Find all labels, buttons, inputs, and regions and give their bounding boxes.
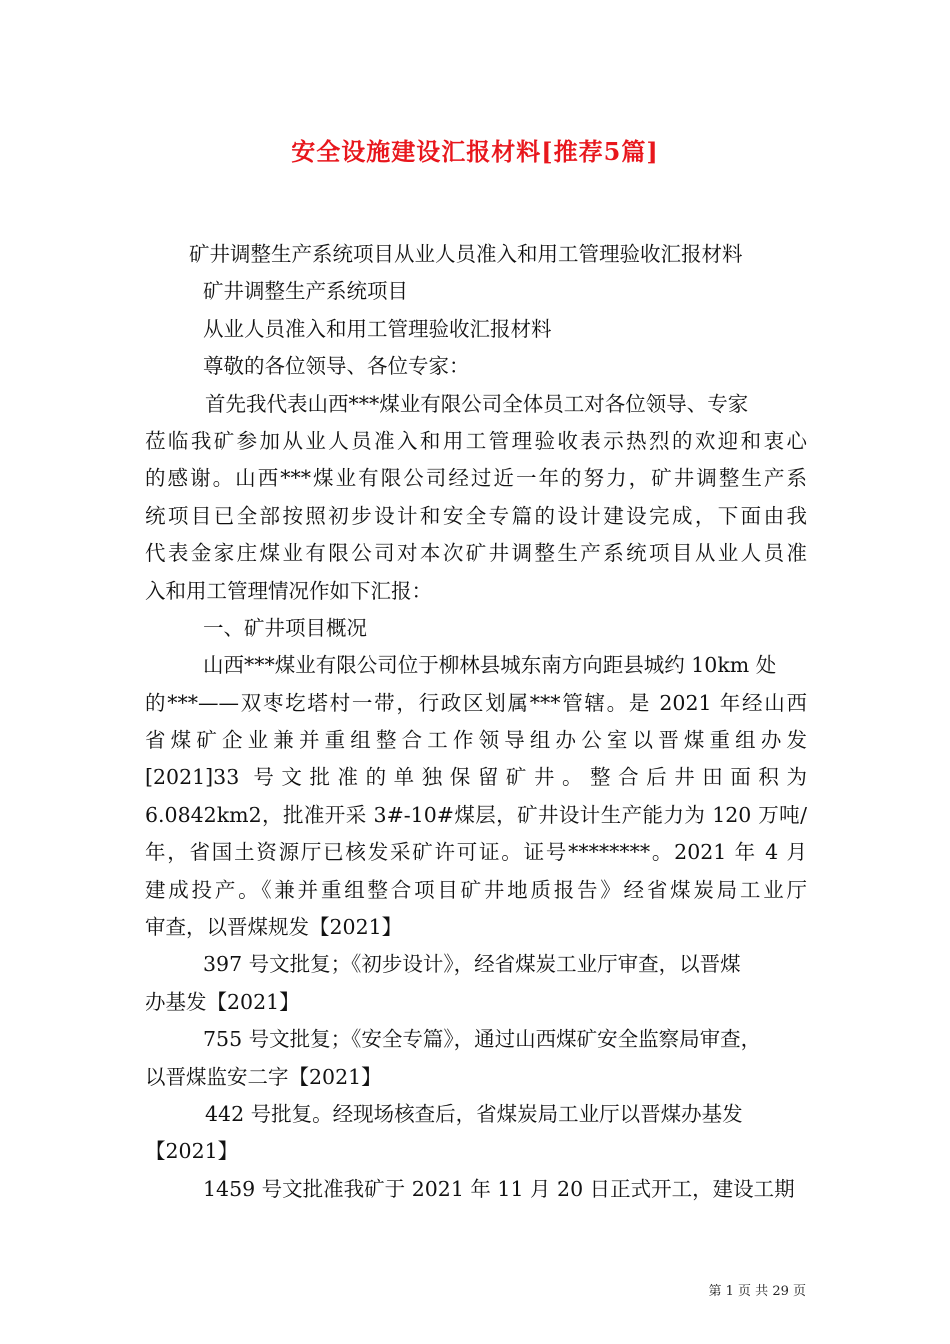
text-line: 莅临我矿参加从业人员准入和用工管理验收表示热烈的欢迎和衷心	[145, 428, 807, 453]
text-line: 入和用工管理情况作如下汇报：	[145, 578, 432, 603]
text-line: 以晋煤监安二字【2021】	[145, 1064, 382, 1089]
text-line: [2021]33 号文批准的单独保留矿井。整合后井田面积为	[145, 765, 807, 790]
document-title: 安全设施建设汇报材料[推荐5篇]	[291, 137, 659, 166]
text-line: 397 号文批复；《初步设计》，经省煤炭工业厅审查，以晋煤	[203, 952, 741, 977]
text-line: 的***——双枣圪塔村一带，行政区划属***管辖。是 2021 年经山西	[145, 690, 807, 715]
text-line: 矿井调整生产系统项目从业人员准入和用工管理验收汇报材料	[189, 242, 743, 266]
page-number: 第 1 页 共 29 页	[708, 1284, 806, 1299]
document-body	[145, 236, 807, 1208]
text-line: 统项目已全部按照初步设计和安全专篇的设计建设完成，下面由我	[145, 503, 807, 528]
text-line: 442 号批复。经现场核查后，省煤炭局工业厅以晋煤办基发	[205, 1101, 743, 1126]
text-line: 年，省国土资源厅已核发采矿许可证。证号********。2021 年 4 月	[145, 840, 807, 865]
text-line: 【2021】	[145, 1139, 239, 1164]
text-line: 山西***煤业有限公司位于柳林县城东南方向距县城约 10km 处	[203, 653, 777, 678]
text-line: 审查，以晋煤规发【2021】	[145, 915, 403, 940]
text-line: 从业人员准入和用工管理验收汇报材料	[203, 316, 552, 341]
section-heading: 一、矿井项目概况	[203, 615, 367, 640]
text-line: 首先我代表山西***煤业有限公司全体员工对各位领导、专家	[205, 391, 749, 416]
text-line: 省煤矿企业兼并重组整合工作领导组办公室以晋煤重组办发	[145, 728, 807, 753]
text-line: 755 号文批复；《安全专篇》，通过山西煤矿安全监察局审查，	[203, 1027, 762, 1052]
text-line: 建成投产。《兼并重组整合项目矿井地质报告》经省煤炭局工业厅	[145, 877, 807, 902]
text-line: 尊敬的各位领导、各位专家：	[203, 354, 470, 379]
text-line: 1459 号文批准我矿于 2021 年 11 月 20 日正式开工，建设工期	[203, 1176, 795, 1201]
text-line: 6.0842km2，批准开采 3#-10#煤层，矿井设计生产能力为 120 万吨/	[145, 802, 807, 827]
text-line: 代表金家庄煤业有限公司对本次矿井调整生产系统项目从业人员准	[145, 541, 807, 566]
text-line: 办基发【2021】	[145, 989, 300, 1014]
text-line: 矿井调整生产系统项目	[203, 279, 408, 304]
text-line: 的感谢。山西***煤业有限公司经过近一年的努力，矿井调整生产系	[145, 466, 807, 491]
